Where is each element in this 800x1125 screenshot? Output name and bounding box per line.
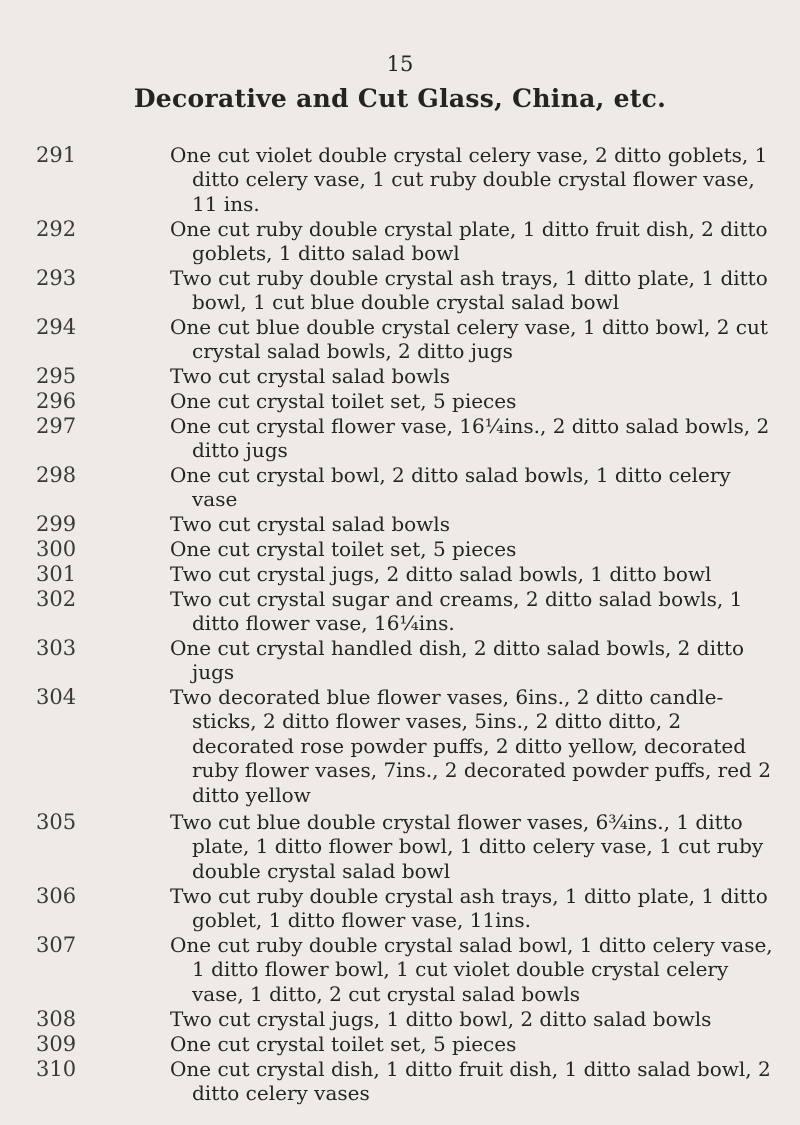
lot-number: 298 bbox=[36, 463, 77, 487]
lot-description: One cut crystal handled dish, 2 ditto salad bowls, 2 ditto jugs bbox=[170, 636, 745, 685]
lot-number: 300 bbox=[36, 537, 77, 561]
lot-number: 303 bbox=[36, 636, 77, 660]
lot-description: Two cut crystal jugs, 1 ditto bowl, 2 ditto salad bowls bbox=[170, 1007, 712, 1031]
lot-number: 299 bbox=[36, 512, 77, 536]
lot-description: Two decorated blue flower vases, 6ins., 2 ditto candle-sticks, 2 ditto flower vases, 5ins., 2 ditto ditto, 2 decorated rose powder puffs, 2 ditto yellow, decorated ruby flower vases, 7ins., 2 decorated powder puffs, red 2 ditto yellow bbox=[170, 685, 771, 807]
lot-description: One cut crystal flower vase, 16¼ins., 2 ditto salad bowls, 2 ditto jugs bbox=[170, 414, 770, 463]
lot-description: Two cut crystal salad bowls bbox=[170, 364, 450, 388]
lot-description: One cut ruby double crystal salad bowl, 1 ditto celery vase, 1 ditto flower bowl, 1 cut violet double crystal celery vase, 1 ditto, 2 cut crystal salad bowls bbox=[170, 933, 773, 1006]
lot-number: 307 bbox=[36, 933, 77, 957]
lot-description: One cut crystal toilet set, 5 pieces bbox=[170, 1032, 517, 1056]
page-heading: Decorative and Cut Glass, China, etc. bbox=[133, 84, 667, 113]
lot-description: Two cut blue double crystal flower vases, 6¾ins., 1 ditto plate, 1 ditto flower bowl, 1 ditto celery vase, 1 cut ruby double crystal salad bowl bbox=[170, 810, 764, 883]
lot-description: Two cut crystal sugar and creams, 2 ditto salad bowls, 1 ditto flower vase, 16¼ins. bbox=[170, 587, 743, 636]
lot-number: 294 bbox=[36, 315, 77, 339]
lot-description: Two cut crystal jugs, 2 ditto salad bowls, 1 ditto bowl bbox=[170, 562, 712, 586]
lot-description: One cut blue double crystal celery vase, 1 ditto bowl, 2 cut crystal salad bowls, 2 ditto jugs bbox=[170, 315, 768, 364]
lot-description: One cut crystal toilet set, 5 pieces bbox=[170, 389, 517, 413]
lot-description: Two cut ruby double crystal ash trays, 1 ditto plate, 1 ditto goblet, 1 ditto flower vase, 11ins. bbox=[170, 884, 768, 933]
lot-number: 308 bbox=[36, 1007, 77, 1031]
lot-description: One cut ruby double crystal plate, 1 ditto fruit dish, 2 ditto goblets, 1 ditto salad bowl bbox=[170, 217, 768, 266]
lot-number: 296 bbox=[36, 389, 77, 413]
lot-number: 309 bbox=[36, 1032, 77, 1056]
page-number: 15 bbox=[386, 52, 414, 76]
lot-number: 302 bbox=[36, 587, 77, 611]
lot-description: One cut crystal dish, 1 ditto fruit dish, 1 ditto salad bowl, 2 ditto celery vases bbox=[170, 1057, 771, 1106]
lot-number: 310 bbox=[36, 1057, 77, 1081]
lot-description: One cut violet double crystal celery vase, 2 ditto goblets, 1 ditto celery vase, 1 cut ruby double crystal flower vase, 11 ins. bbox=[170, 143, 768, 216]
lot-number: 306 bbox=[36, 884, 77, 908]
lot-number: 305 bbox=[36, 810, 77, 834]
lot-number: 295 bbox=[36, 364, 77, 388]
lot-number: 304 bbox=[36, 685, 77, 709]
lot-number: 291 bbox=[36, 143, 77, 167]
lot-description: One cut crystal bowl, 2 ditto salad bowls, 1 ditto celery vase bbox=[170, 463, 731, 512]
lot-description: Two cut ruby double crystal ash trays, 1 ditto plate, 1 ditto bowl, 1 cut blue double crystal salad bowl bbox=[170, 266, 768, 315]
lot-description: Two cut crystal salad bowls bbox=[170, 512, 450, 536]
lot-number: 293 bbox=[36, 266, 77, 290]
lot-number: 301 bbox=[36, 562, 77, 586]
lot-description: One cut crystal toilet set, 5 pieces bbox=[170, 537, 517, 561]
lot-number: 292 bbox=[36, 217, 77, 241]
lot-number: 297 bbox=[36, 414, 77, 438]
